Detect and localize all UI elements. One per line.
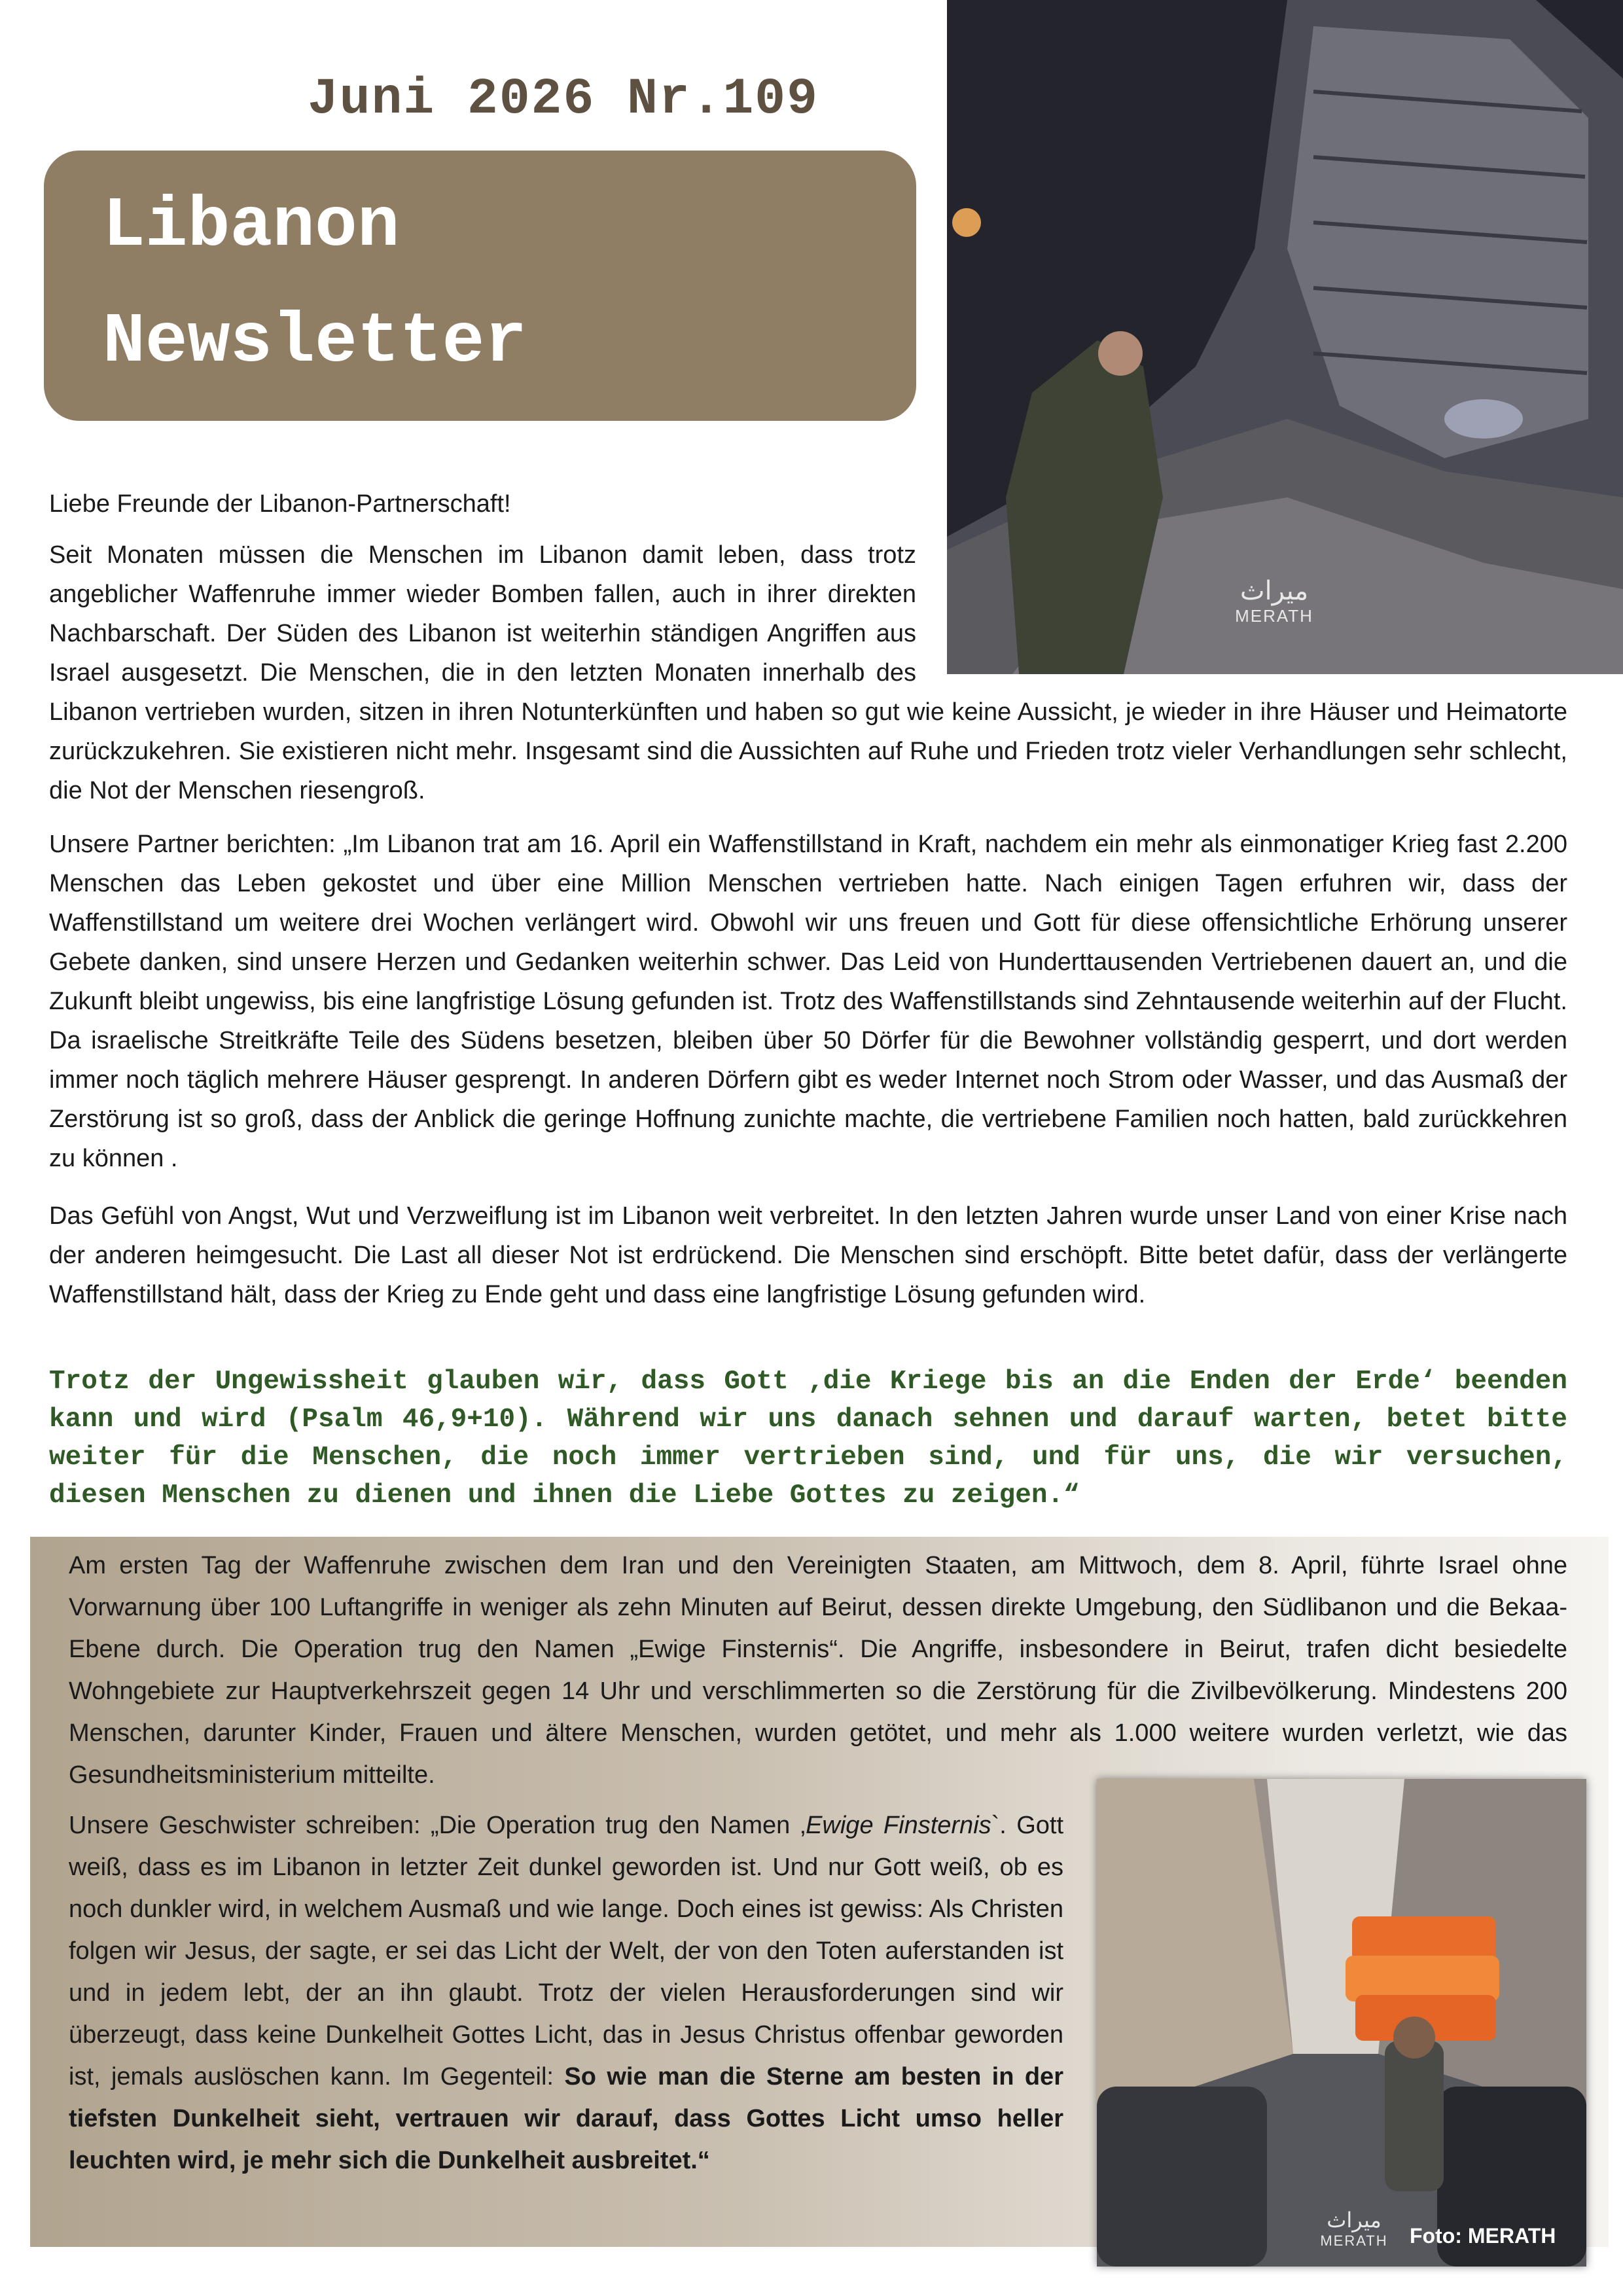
paragraph-1: Seit Monaten müssen die Menschen im Libanon damit leben, dass trotz angeblicher Waffenruhe immer wieder Bomben fallen, auch in ihrer direkten Nachbarschaft. Der Süden des Libanon ist weiterhin ständigen Angriffen aus Israel ausgesetzt. Die Menschen, die in den letzten Monaten innerhalb des Libanon vertrieben wurden, sitzen in ihren Notunterkünften und haben so gut wie keine Aussicht, je wieder in ihre Häuser und Heimatorte zurückzukehren. Sie existieren nicht mehr. Insgesamt sind die Aussichten auf Ruhe und Frieden trotz vieler Verhandlungen sehr schlecht, die Not der Menschen riesengroß. [49,541,1567,804]
newsletter-title-line1: Libanon [103,187,400,266]
newsletter-title-line2: Newsletter [103,302,527,382]
info-box-p2-bold: So wie man die Sterne am besten in der tiefsten Dunkelheit sieht, vertrauen wir darauf, dass Gottes Licht umso heller leuchten wird, je mehr sich die Dunkelheit ausbreitet.“ [69,2063,1063,2174]
photo-street-mattresses [1097,1779,1586,2267]
info-box-p2-italic: Ewige Finsternis [806,1812,991,1839]
paragraph-1-container [49,535,1567,810]
photo-credit: Foto: MERATH [1410,2224,1556,2248]
highlight-quote: Trotz der Ungewissheit glauben wir, dass Gott ‚die Kriege bis an die Enden der Erde‘ beenden kann und wird (Psalm 46,9+10). Während wir uns danach sehnen und darauf warten, betet bitte weiter für die Menschen, die noch immer vertrieben sind, und für uns, die wir versuchen, diesen Menschen zu dienen und ihnen die Liebe Gottes zu zeigen.“ [49,1367,1567,1511]
paragraph-3: Das Gefühl von Angst, Wut und Verzweiflung ist im Libanon weit verbreitet. In den letzten Jahren wurde unser Land von einer Krise nach der anderen heimgesucht. Die Last all dieser Not ist erdrückend. Die Menschen sind erschöpft. Bitte betet dafür, dass der verlängerte Waffenstillstand hält, dass der Krieg zu Ende geht und dass eine langfristige Lösung gefunden wird. [49,1202,1567,1308]
issue-label: Juni 2026 Nr.109 [308,71,819,128]
paragraph-2: Unsere Partner berichten: „Im Libanon trat am 16. April ein Waffenstillstand in Kraft, nachdem ein mehr als einmonatiger Krieg fast 2.200 Menschen das Leben gekostet und über eine Million Menschen vertrieben hatte. Nach einigen Tagen erfuhren wir, dass der Waffenstillstand um weitere drei Wochen verlängert wird. Obwohl wir uns freuen und Gott für diese offensichtliche Erhörung unserer Gebete danken, sind unsere Herzen und Gedanken weiterhin schwer. Das Leid von Hunderttausenden Vertriebenen dauert an, und die Zukunft bleibt ungewiss, bis eine langfristige Lösung gefunden ist. Trotz des Waffenstillstands sind Zehntausende weiterhin auf der Flucht. Da israelische Streitkräfte Teile des Südens besetzen, bleiben über 50 Dörfer für die Bewohner vollständig gesperrt, und dort werden immer noch täglich mehrere Häuser gesprengt. In anderen Dörfern gibt es weder Internet noch Strom oder Wasser, und das Ausmaß der Zerstörung ist so groß, dass der Anblick die geringe Hoffnung zunichte machte, die vertriebene Familien noch hatten, bald zurückkehren zu können . [49,831,1567,1172]
info-box-p2-intro: Unsere Geschwister schreiben: „Die Operation trug den Namen ‚ [69,1812,806,1839]
info-box-paragraph-1: Am ersten Tag der Waffenruhe zwischen dem Iran und den Vereinigten Staaten, am Mittwoch, dem 8. April, führte Israel ohne Vorwarnung über 100 Luftangriffe in weniger als zehn Minuten auf Beirut, dessen direkte Umgebung, den Südlibanon und die Bekaa-Ebene durch. Die Operation trug den Namen „Ewige Finsternis“. Die Angriffe, insbesondere in Beirut, trafen dicht besiedelte Wohngebiete zur Hauptverkehrszeit gegen 14 Uhr und verschlimmerten so die Zerstörung für die Zivilbevölkerung. Mindestens 200 Menschen, darunter Kinder, Frauen und ältere Menschen, wurden getötet, und mehr als 1.000 weitere wurden verletzt, wie das Gesundheitsministerium mitteilte. [69,1552,1567,1789]
watermark-arabic: ميراث [1327,2208,1382,2233]
greeting: Liebe Freunde der Libanon-Partnerschaft! [49,490,511,518]
street-illustration [1097,1779,1586,2267]
watermark-arabic: ميراث [1240,576,1309,606]
info-box-p2-body: `. Gott weiß, dass es im Libanon in letzter Zeit dunkel geworden ist. Und nur Gott weiß, ob es noch dunkler wird, in welchem Ausmaß und wie lange. Doch eines ist gewiss: Als Christen folgen wir Jesus, der sagte, er sei das Licht der Welt, der von den Toten auferstanden ist und in jedem lebt, der an ihn glaubt. Trotz der vielen Herausforderungen sind wir überzeugt, dass keine Dunkelheit Gottes Licht, das in Jesus Christus offenbar geworden ist, jemals auslöschen kann. Im Gegenteil: [69,1812,1064,2090]
newsletter-title-box [44,151,916,421]
photo-float-spacer [916,535,1567,679]
merath-watermark-bottom [1318,2208,1390,2250]
watermark-latin: MERATH [1235,606,1313,626]
watermark-latin: MERATH [1320,2233,1388,2249]
info-box-paragraph-2 [69,1804,1063,2181]
